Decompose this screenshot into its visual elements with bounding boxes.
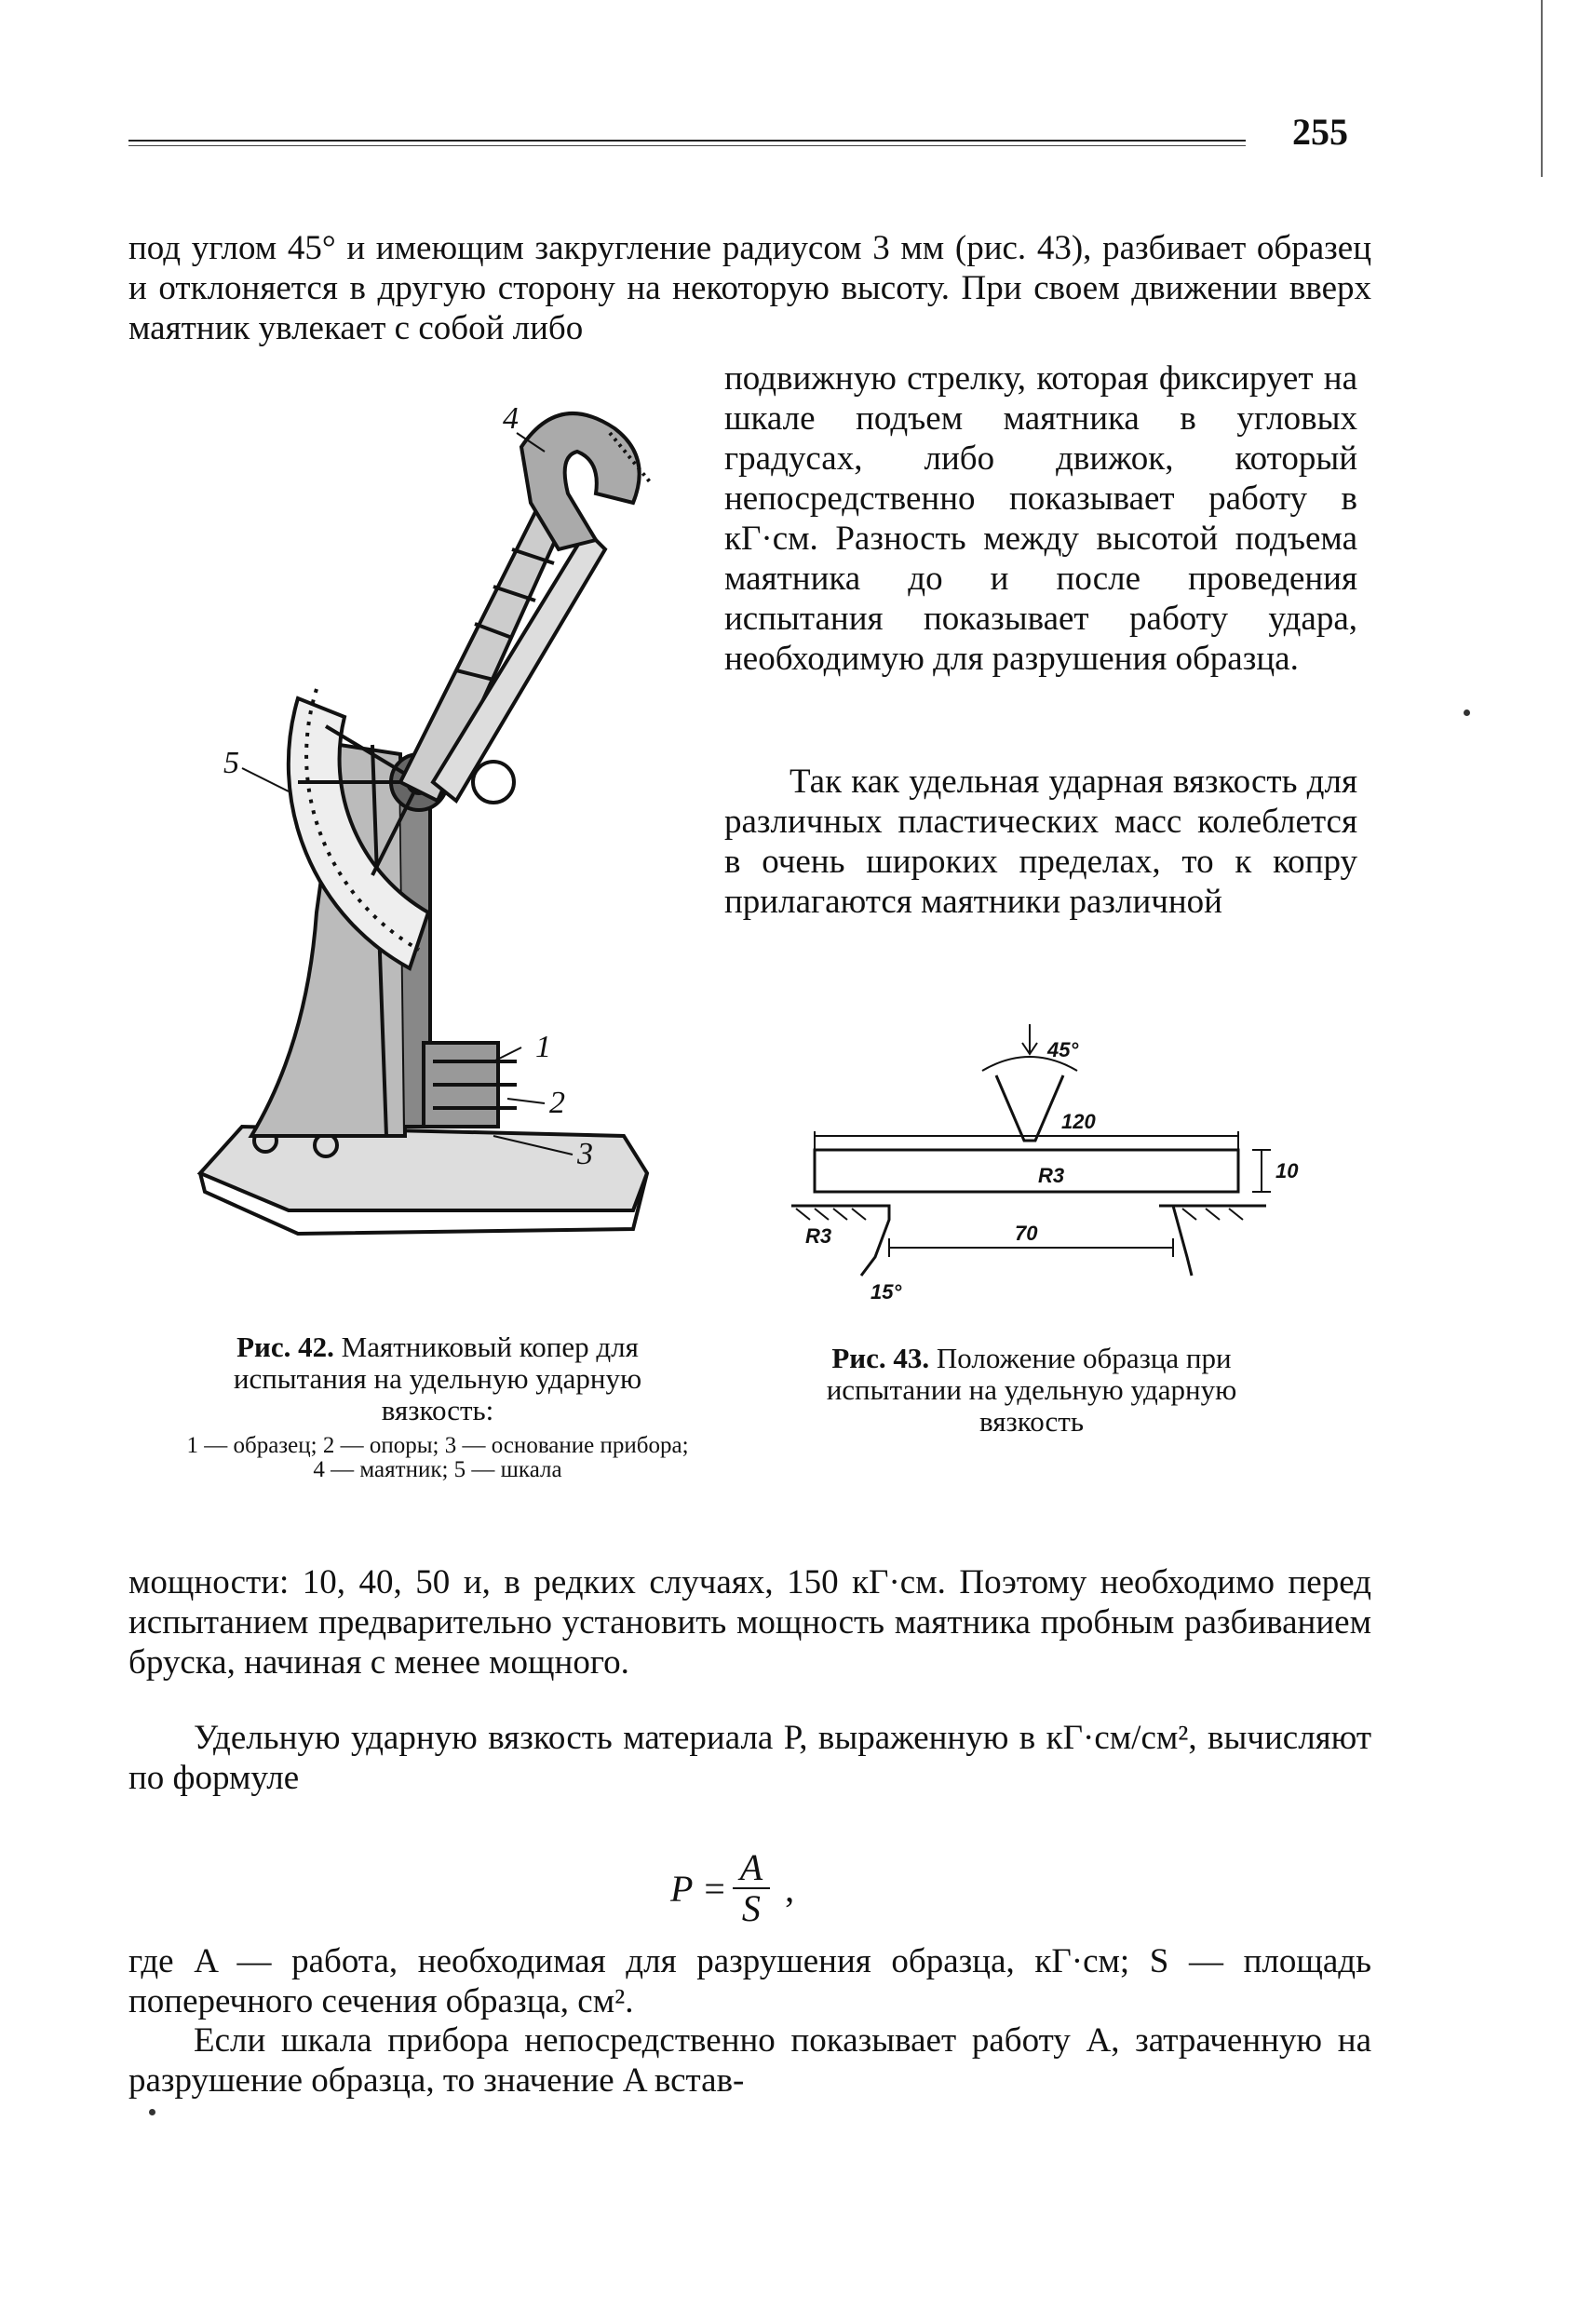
formula-numerator: A (733, 1848, 770, 1889)
scan-speck (149, 2109, 155, 2115)
fig42-label-4: 4 (503, 401, 519, 436)
header-rule (128, 140, 1246, 142)
paragraph-right-2: Так как удельная ударная вязкость для различных пластических масс колеблется в очень широких пределах, то к копру прилагаются маятники различной (724, 763, 1357, 921)
page-number: 255 (1292, 111, 1348, 153)
fig43-radius-support: R3 (805, 1224, 832, 1248)
scan-speck (1464, 709, 1470, 716)
header-rule-thin (128, 145, 1246, 146)
paragraph-right-1: подвижную стрелку, которая фиксирует на шкале подъем маятника в угловых градусах, либо движок, который непосредственно показывает работу в кГ·см. Разность между высотой подъема маятника до и после проведения испытания показывает работу удара, необходимую для разрушения образца. (724, 359, 1357, 678)
formula-fraction (733, 1848, 770, 1928)
paragraph-formula-intro: Удельную ударную вязкость материала P, выраженную в кГ·см/см², вычисляют по формуле (128, 1719, 1371, 1797)
fig42-caption-number: Рис. 42. (236, 1331, 334, 1363)
scan-edge-line (1541, 0, 1543, 177)
fig42-label-1: 1 (535, 1030, 551, 1064)
paragraph-top: под углом 45° и имеющим закругление радиусом 3 мм (рис. 43), разбивает образец и отклоняется в другую сторону на некоторую высоту. При своем движении вверх маятник увлекает с собой либо (128, 229, 1371, 347)
formula-impact-strength (670, 1848, 794, 1928)
figure-43-caption (771, 1343, 1292, 1438)
fig43-caption-text: Положение образца при испытании на удельную ударную вязкость (826, 1342, 1237, 1438)
paragraph-power: мощности: 10, 40, 50 и, в редких случаях, 150 кГ·см. Поэтому необходимо перед испытанием предварительно установить мощность маятника пробным разбиванием бруска, начиная с менее мощного. (128, 1563, 1371, 1682)
fig43-span: 70 (1015, 1222, 1038, 1245)
paragraph-where: где A — работа, необходимая для разрушения образца, кГ·см; S — площадь поперечного сечения образца, см². (128, 1942, 1371, 2020)
figure-42-pendulum-tester (186, 391, 708, 1285)
fig42-caption-text: Маятниковый копер для испытания на удельную ударную вязкость: (233, 1331, 642, 1426)
formula-denominator: S (741, 1887, 761, 1929)
fig43-angle-top: 45° (1047, 1038, 1079, 1061)
fig43-height: 10 (1275, 1159, 1299, 1182)
fig42-label-5: 5 (223, 746, 239, 780)
formula-lhs: P = (670, 1867, 727, 1910)
figure-43-specimen-diagram (791, 1015, 1313, 1322)
fig42-label-2: 2 (549, 1086, 565, 1120)
fig43-length: 120 (1061, 1110, 1096, 1133)
formula-comma: , (785, 1867, 795, 1910)
paragraph-last: Если шкала прибора непосредственно показывает работу A, затраченную на разрушение образца, то значение A встав- (128, 2021, 1371, 2100)
fig42-label-3: 3 (577, 1137, 593, 1171)
fig43-radius-notch: R3 (1038, 1164, 1065, 1187)
fig42-caption-legend: 1 — образец; 2 — опоры; 3 — основание прибора; 4 — маятник; 5 — шкала (186, 1433, 689, 1482)
fig43-angle-support: 15° (870, 1280, 902, 1304)
figure-42-caption (186, 1331, 689, 1482)
fig43-caption-number: Рис. 43. (831, 1342, 930, 1374)
